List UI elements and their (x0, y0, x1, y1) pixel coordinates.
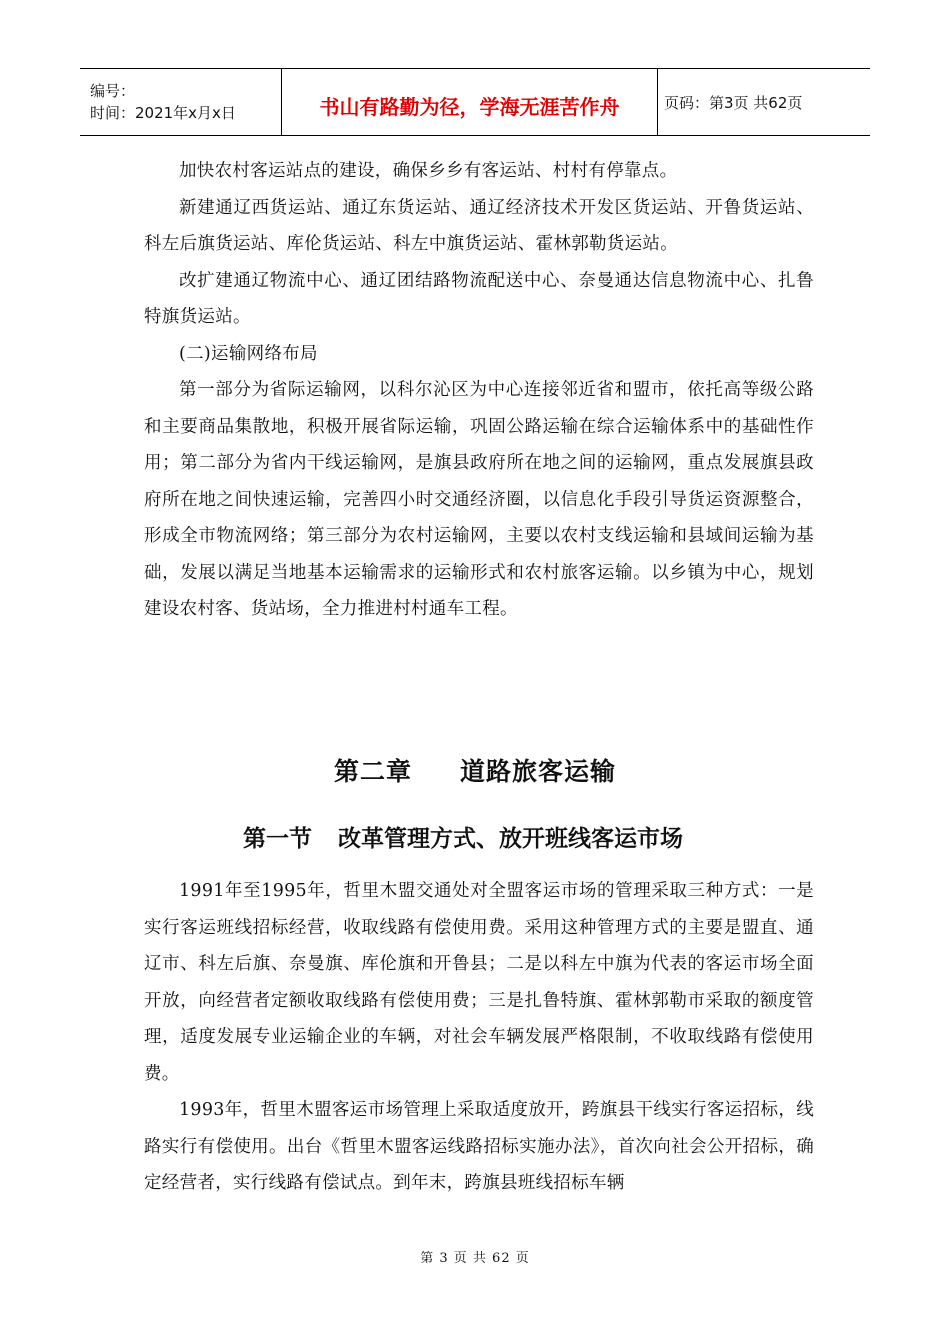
chapter-name: 道路旅客运输 (460, 757, 617, 786)
page-info-text: 页码：第3页 共62页 (664, 93, 803, 112)
paragraph: 新建通辽西货运站、通辽东货运站、通辽经济技术开发区货运站、开鲁货运站、科左后旗货运站、库伦货运站、科左中旗货运站、霍林郭勒货运站。 (144, 197, 814, 254)
body-bottom-section (144, 873, 814, 1202)
section-heading (0, 820, 926, 853)
header-page-info (658, 69, 870, 135)
header-meta (80, 69, 282, 135)
paragraph: 第一部分为省际运输网，以科尔沁区为中心连接邻近省和盟市，依托高等级公路和主要商品集散地，积极开展省际运输，巩固公路运输在综合运输体系中的基础性作用；第二部分为省内干线运输网，是旗县政府所在地之间的运输网，重点发展旗县政府所在地之间快速运输，完善四小时交通经济圈，以信息化手段引导货运资源整合，形成全市物流网络；第三部分为农村运输网，主要以农村支线运输和县域间运输为基础，发展以满足当地基本运输需求的运输形式和农村旅客运输。以乡镇为中心，规划建设农村客、货站场，全力推进村村通车工程。 (144, 380, 814, 619)
chapter-number: 第二章 (333, 757, 412, 786)
subheading-transport-network: (二)运输网络布局 (179, 343, 318, 364)
body-top-section (144, 153, 814, 628)
page-footer (0, 1247, 950, 1266)
section-number: 第一节 (243, 826, 312, 852)
header-motto (282, 69, 658, 135)
paragraph: 1993年，哲里木盟客运市场管理上采取适度放开，跨旗县干线实行客运招标，线路实行有偿使用。出台《哲里木盟客运线路招标实施办法》，首次向社会公开招标，确定经营者，实行线路有偿试点。到年末，跨旗县班线招标车辆 (144, 1100, 814, 1193)
footer-page-number: 第 3 页 共 62 页 (420, 1251, 530, 1266)
chapter-heading (0, 752, 950, 788)
motto-text: 书山有路勤为径，学海无涯苦作舟 (319, 94, 620, 119)
section-name: 改革管理方式、放开班线客运市场 (338, 826, 683, 852)
paragraph: 1991年至1995年，哲里木盟交通处对全盟客运市场的管理采取三种方式：一是实行客运班线招标经营，收取线路有偿使用费。采用这种管理方式的主要是盟直、通辽市、科左后旗、奈曼旗、库伦旗和开鲁县；二是以科左中旗为代表的客运市场全面开放，向经营者定额收取线路有偿使用费；三是扎鲁特旗、霍林郭勒市采取的额度管理，适度发展专业运输企业的车辆，对社会车辆发展严格限制，不收取线路有偿使用费。 (144, 881, 814, 1084)
paragraph: 改扩建通辽物流中心、通辽团结路物流配送中心、奈曼通达信息物流中心、扎鲁特旗货运站。 (144, 270, 814, 327)
document-date-label: 时间：2021年x月x日 (90, 104, 236, 122)
paragraph: 加快农村客运站点的建设，确保乡乡有客运站、村村有停靠点。 (179, 161, 678, 181)
page-header (80, 68, 870, 136)
document-number-label: 编号： (90, 82, 136, 100)
